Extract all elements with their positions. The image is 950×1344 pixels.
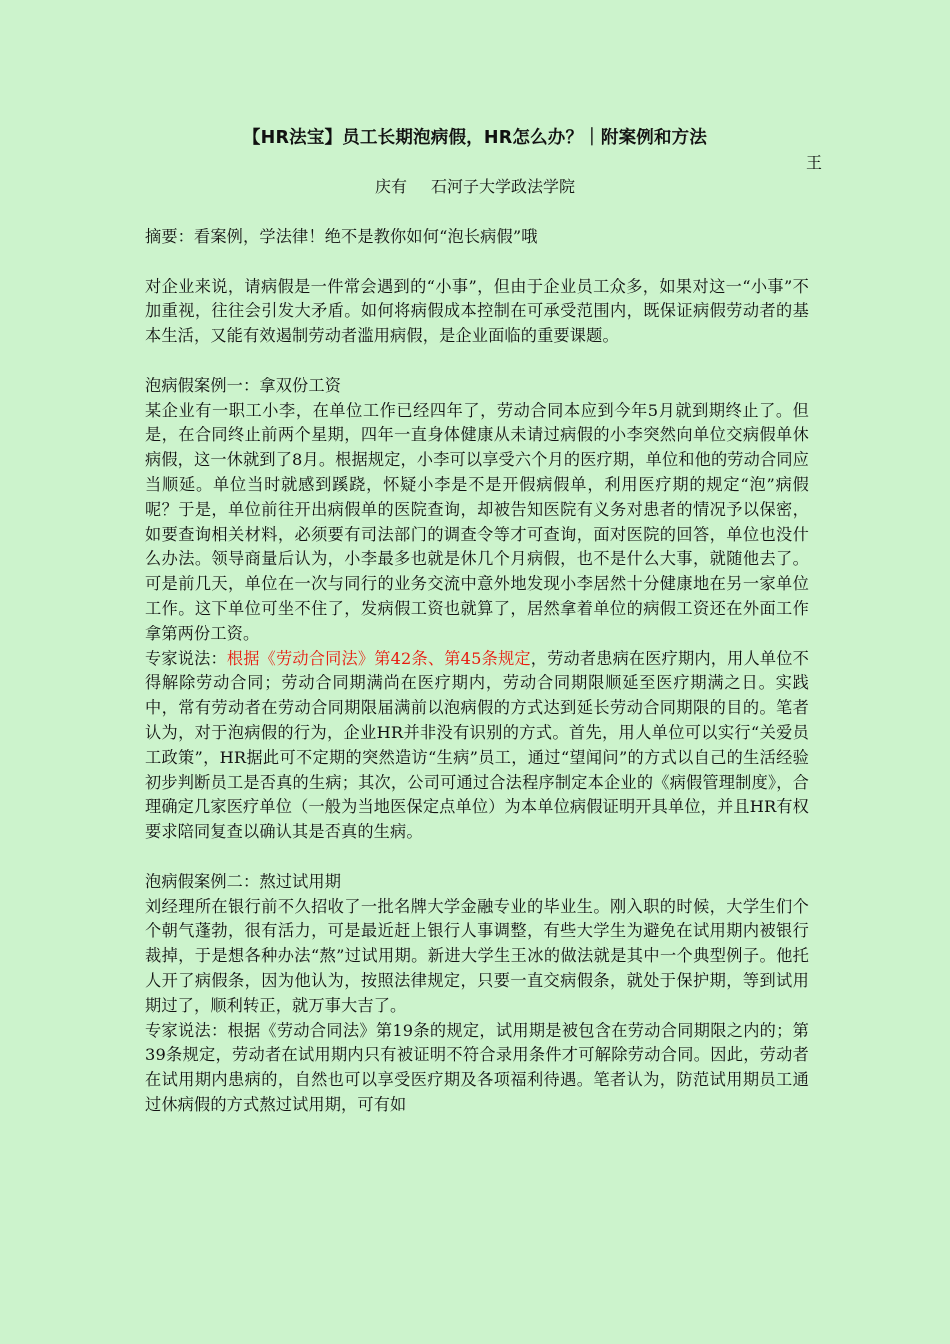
- case1-law-citation: 根据《劳动合同法》第42条、第45条规定: [226, 648, 531, 668]
- case1-story: 某企业有一职工小李，在单位工作已经四年了，劳动合同本应到今年5月就到期终止了。但是，在合同终止前两个星期，四年一直身体健康从未请过病假的小李突然向单位交病假单休病假，这一休就到了8月。根据规定，小李可以享受六个月的医疗期，单位和他的劳动合同应当顺延。单位当时就感到蹊跷，怀疑小李是不是开假病假单，利用医疗期的规定“泡”病假呢？于是，单位前往开出病假单的医院查询，却被告知医院有义务对患者的情况予以保密，如要查询相关材料，必须要有司法部门的调查令等才可查询，面对医院的回答，单位也没什么办法。领导商量后认为，小李最多也就是休几个月病假，也不是什么大事，就随他去了。可是前几天，单位在一次与同行的业务交流中意外地发现小李居然十分健康地在另一家单位工作。这下单位可坐不住了，发病假工资也就算了，居然拿着单位的病假工资还在外面工作拿第两份工资。: [145, 400, 809, 643]
- case2-expert-opinion: 专家说法：根据《劳动合同法》第19条的规定，试用期是被包含在劳动合同期限之内的；第39条规定，劳动者在试用期内只有被证明不符合录用条件才可解除劳动合同。因此，劳动者在试用期内患病的，自然也可以享受医疗期及各项福利待遇。笔者认为，防范试用期员工通过休病假的方式熬过试用期，可有如: [145, 1020, 809, 1114]
- case2-story: 刘经理所在银行前不久招收了一批名牌大学金融专业的毕业生。刚入职的时候，大学生们个个朝气蓬勃，很有活力，可是最近赶上银行人事调整，有些大学生为避免在试用期内被银行裁掉，于是想各种办法“熬”过试用期。新进大学生王冰的做法就是其中一个典型例子。他托人开了病假条，因为他认为，按照法律规定，只要一直交病假条，就处于保护期，等到试用期过了，顺利转正，就万事大吉了。: [145, 896, 809, 1015]
- case1-expert-opinion: [145, 647, 809, 845]
- document-title: 【HR法宝】员工长期泡病假，HR怎么办？｜附案例和方法: [242, 128, 708, 148]
- author-surname: 王: [806, 153, 823, 172]
- author-given-name: 庆有: [374, 177, 407, 196]
- author-affiliation: 石河子大学政法学院: [431, 177, 576, 196]
- case2-heading: 泡病假案例二：熬过试用期: [145, 871, 342, 891]
- document-body: [145, 225, 809, 1118]
- case1-heading: 泡病假案例一：拿双份工资: [145, 375, 342, 395]
- intro-paragraph: 对企业来说，请病假是一件常会遇到的“小事”，但由于企业员工众多，如果对这一“小事”不加重视，往往会引发大矛盾。如何将病假成本控制在可承受范围内，既保证病假劳动者的基本生活，又能有效遏制劳动者滥用病假，是企业面临的重要课题。: [145, 276, 809, 346]
- case1-expert-text: ，劳动者患病在医疗期内，用人单位不得解除劳动合同；劳动合同期满尚在医疗期内，劳动合同期限顺延至医疗期满之日。实践中，常有劳动者在劳动合同期限届满前以泡病假的方式达到延长劳动合同期限的目的。笔者认为，对于泡病假的行为，企业HR并非没有识别的方式。首先，用人单位可以实行“关爱员工政策”，HR据此可不定期的突然造访“生病”员工，通过“望闻问”的方式以自己的生活经验初步判断员工是否真的生病；其次，公司可通过合法程序制定本企业的《病假管理制度》，合理确定几家医疗单位（一般为当地医保定点单位）为本单位病假证明开具单位，并且HR有权要求陪同复查以确认其是否真的生病。: [145, 648, 809, 842]
- author-line: [0, 175, 950, 199]
- case1-expert-prefix: 专家说法：: [145, 648, 227, 668]
- abstract: 摘要：看案例，学法律！绝不是教你如何“泡长病假”哦: [145, 227, 538, 246]
